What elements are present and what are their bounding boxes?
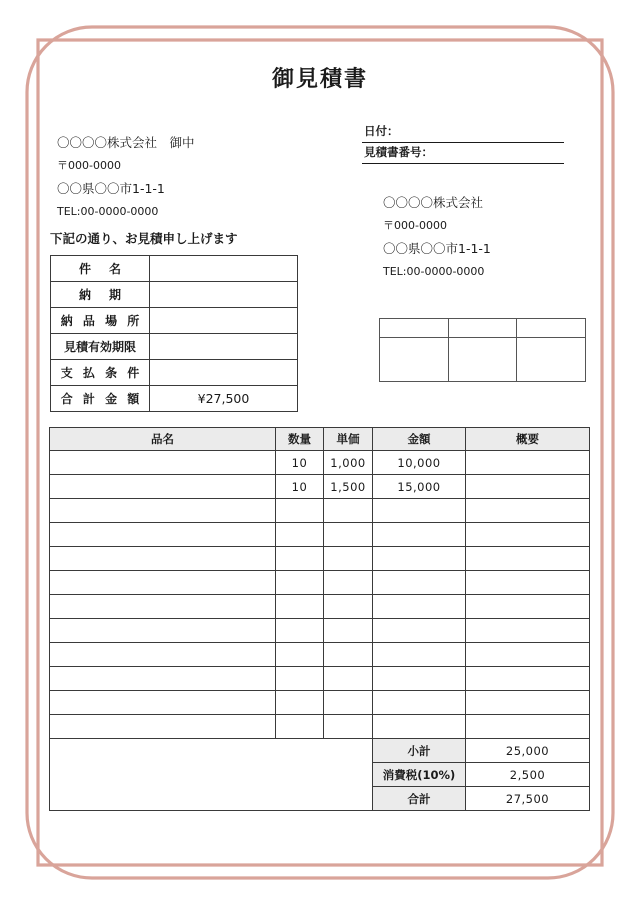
cell-qty[interactable] (276, 523, 324, 547)
cell-desc[interactable] (466, 643, 590, 667)
info-value-total-amount: ¥27,500 (150, 386, 298, 412)
page-title: 御見積書 (271, 67, 368, 92)
cell-desc[interactable] (466, 499, 590, 523)
cell-qty[interactable]: 10 (276, 475, 324, 499)
info-value-validity[interactable] (150, 334, 298, 360)
meta-block (362, 124, 564, 164)
cell-qty[interactable] (276, 643, 324, 667)
cell-name[interactable] (50, 595, 276, 619)
table-row (50, 595, 590, 619)
cell-qty[interactable] (276, 547, 324, 571)
info-label-payment-terms: 支 払 条 件 (51, 360, 150, 386)
cell-name[interactable] (50, 499, 276, 523)
subtotal-row (50, 739, 590, 763)
cell-price[interactable] (324, 595, 373, 619)
cell-desc[interactable] (466, 475, 590, 499)
stamp-cell-3-body (517, 338, 585, 381)
table-row (50, 451, 590, 475)
cell-desc[interactable] (466, 523, 590, 547)
issuer-tel: TEL:00-0000-0000 (383, 265, 485, 278)
subtotal-label: 小計 (373, 739, 466, 763)
items-table-header (50, 428, 590, 451)
recipient-tel: TEL:00-0000-0000 (57, 205, 159, 218)
info-value-delivery-date[interactable] (150, 282, 298, 308)
cell-desc[interactable] (466, 571, 590, 595)
issuer-postal: 〒000-0000 (383, 219, 447, 232)
cell-price[interactable] (324, 715, 373, 739)
tax-row (50, 763, 590, 787)
cell-qty[interactable] (276, 571, 324, 595)
col-header-amount: 金額 (373, 428, 466, 451)
cell-amount (373, 619, 466, 643)
table-row (50, 499, 590, 523)
cell-price[interactable]: 1,000 (324, 451, 373, 475)
stamp-cell-1-header (380, 319, 448, 338)
table-header-row (50, 428, 590, 451)
cell-name[interactable] (50, 619, 276, 643)
cell-amount: 15,000 (373, 475, 466, 499)
table-row (50, 475, 590, 499)
table-row (50, 571, 590, 595)
items-table-body (50, 451, 590, 811)
cell-qty[interactable] (276, 619, 324, 643)
col-header-price: 単価 (324, 428, 373, 451)
totals-spacer-top (50, 739, 373, 763)
subtotal-value: 25,000 (466, 739, 590, 763)
info-label-validity: 見積有効期限 (51, 334, 150, 360)
cell-desc[interactable] (466, 547, 590, 571)
cell-amount: 10,000 (373, 451, 466, 475)
table-row (50, 523, 590, 547)
cell-price[interactable] (324, 619, 373, 643)
table-row (51, 360, 298, 386)
table-row (50, 691, 590, 715)
cell-price[interactable]: 1,500 (324, 475, 373, 499)
cell-amount (373, 691, 466, 715)
cell-amount (373, 667, 466, 691)
stamp-cell-3[interactable] (517, 319, 585, 381)
cell-desc[interactable] (466, 595, 590, 619)
totals-spacer-mid (50, 763, 373, 787)
cell-amount (373, 643, 466, 667)
cell-amount (373, 547, 466, 571)
recipient-address: 〇〇県〇〇市1-1-1 (57, 181, 165, 196)
tax-value: 2,500 (466, 763, 590, 787)
cell-name[interactable] (50, 451, 276, 475)
cell-desc[interactable] (466, 451, 590, 475)
cell-desc[interactable] (466, 715, 590, 739)
info-label-subject: 件 名 (51, 256, 150, 282)
info-label-total-amount: 合 計 金 額 (51, 386, 150, 412)
cell-qty[interactable] (276, 595, 324, 619)
info-value-subject[interactable] (150, 256, 298, 282)
items-table (49, 427, 590, 811)
table-row (51, 282, 298, 308)
cell-desc[interactable] (466, 691, 590, 715)
grand-total-row (50, 787, 590, 811)
tax-label: 消費税(10%) (373, 763, 466, 787)
cell-amount (373, 523, 466, 547)
cell-qty[interactable] (276, 667, 324, 691)
stamp-cell-1-body (380, 338, 448, 381)
cell-qty[interactable] (276, 691, 324, 715)
cell-qty[interactable] (276, 499, 324, 523)
info-value-delivery-place[interactable] (150, 308, 298, 334)
cell-amount (373, 715, 466, 739)
cell-name[interactable] (50, 643, 276, 667)
cell-name[interactable] (50, 475, 276, 499)
cell-price[interactable] (324, 571, 373, 595)
issuer-company: 〇〇〇〇株式会社 (383, 195, 484, 210)
cell-desc[interactable] (466, 619, 590, 643)
cell-qty[interactable]: 10 (276, 451, 324, 475)
cell-price[interactable] (324, 667, 373, 691)
table-row (51, 334, 298, 360)
quotation-note: 下記の通り、お見積申し上げます (50, 231, 238, 246)
totals-spacer-bottom (50, 787, 373, 811)
info-value-payment-terms[interactable] (150, 360, 298, 386)
col-header-qty: 数量 (276, 428, 324, 451)
info-label-delivery-place: 納 品 場 所 (51, 308, 150, 334)
stamp-cell-2-body (449, 338, 517, 381)
recipient-company: 〇〇〇〇株式会社 御中 (57, 135, 195, 150)
cell-name[interactable] (50, 523, 276, 547)
table-row (51, 386, 298, 412)
cell-name[interactable] (50, 571, 276, 595)
table-row (50, 643, 590, 667)
cell-name[interactable] (50, 547, 276, 571)
cell-price[interactable] (324, 523, 373, 547)
quotation-info-table (50, 255, 298, 412)
table-row (51, 256, 298, 282)
grand-total-label: 合計 (373, 787, 466, 811)
quotation-info-body (51, 256, 298, 412)
cell-price[interactable] (324, 643, 373, 667)
table-row (50, 715, 590, 739)
table-row (51, 308, 298, 334)
cell-desc[interactable] (466, 667, 590, 691)
date-field[interactable]: 日付： (362, 124, 564, 143)
recipient-postal: 〒000-0000 (57, 159, 121, 172)
issuer-address: 〇〇県〇〇市1-1-1 (383, 241, 491, 256)
cell-price[interactable] (324, 691, 373, 715)
approval-stamp-box (379, 318, 586, 382)
cell-qty[interactable] (276, 715, 324, 739)
stamp-cell-2-header (449, 319, 517, 338)
col-header-desc: 概要 (466, 428, 590, 451)
cell-amount (373, 595, 466, 619)
cell-amount (373, 571, 466, 595)
table-row (50, 619, 590, 643)
cell-amount (373, 499, 466, 523)
table-row (50, 547, 590, 571)
info-label-delivery-date: 納 期 (51, 282, 150, 308)
recipient-address-block (57, 131, 317, 223)
stamp-cell-3-header (517, 319, 585, 338)
cell-name[interactable] (50, 715, 276, 739)
cell-name[interactable] (50, 691, 276, 715)
col-header-name: 品名 (50, 428, 276, 451)
quotation-number-field[interactable]: 見積書番号： (362, 143, 564, 164)
issuer-address-block (383, 191, 603, 283)
table-row (50, 667, 590, 691)
stamp-cell-1[interactable] (380, 319, 449, 381)
cell-name[interactable] (50, 667, 276, 691)
cell-price[interactable] (324, 547, 373, 571)
grand-total-value: 27,500 (466, 787, 590, 811)
cell-price[interactable] (324, 499, 373, 523)
stamp-cell-2[interactable] (449, 319, 518, 381)
